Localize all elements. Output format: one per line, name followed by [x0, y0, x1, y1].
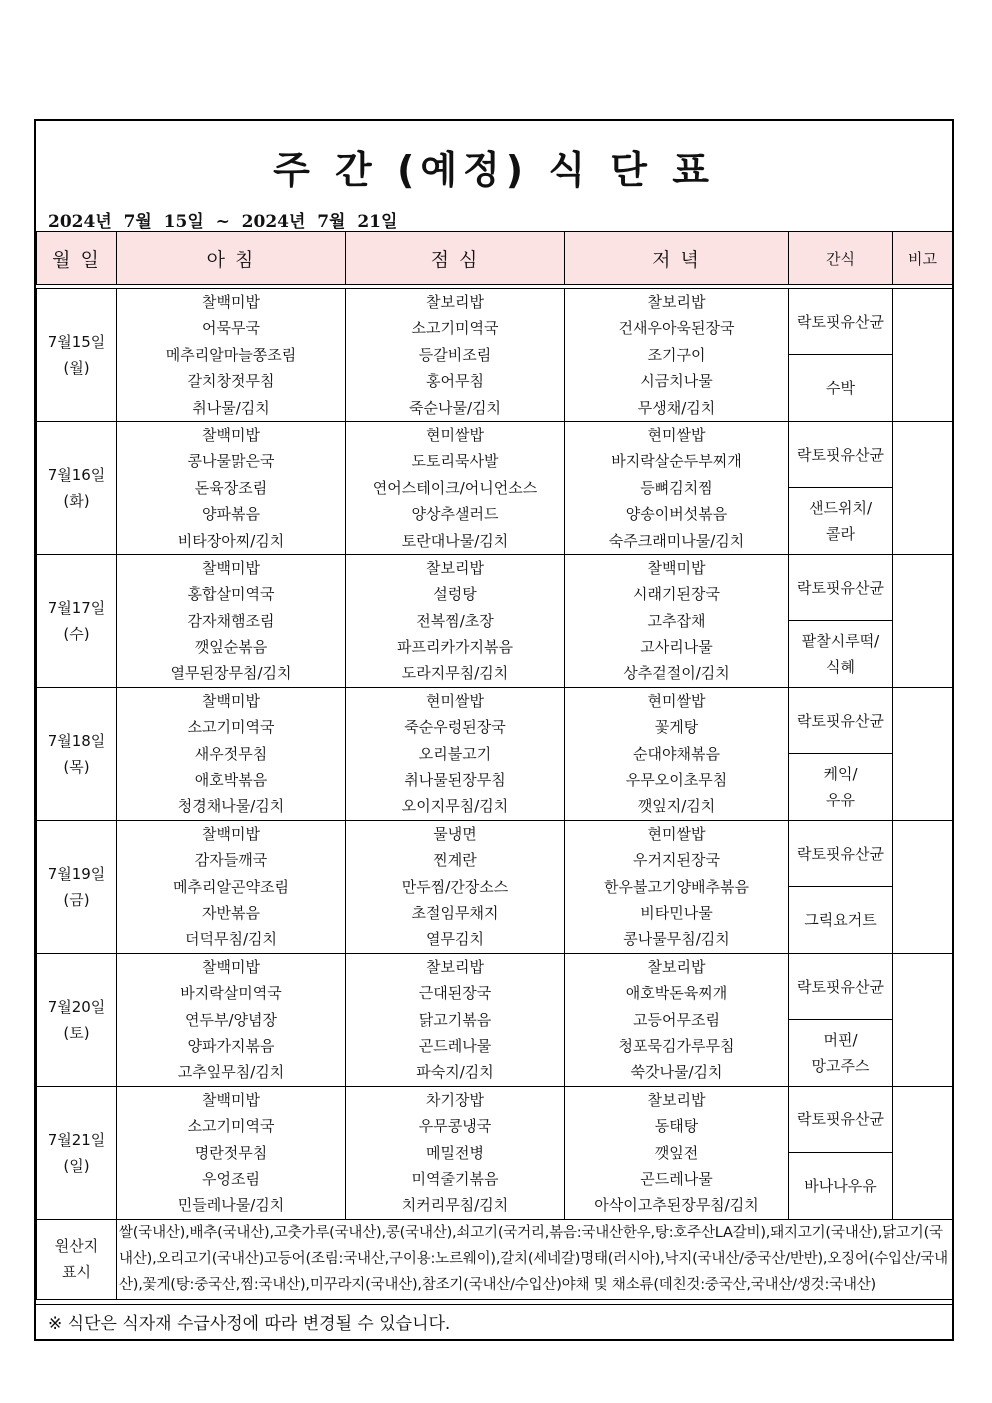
breakfast-item: 양파가지볶음	[187, 1036, 275, 1055]
header-breakfast: 아 침	[117, 232, 346, 285]
day-date: 7월16일	[47, 465, 106, 484]
lunch-cell	[346, 953, 565, 1086]
weekly-menu-table	[36, 231, 953, 1300]
lunch-item: 등갈비조림	[418, 345, 492, 364]
dinner-item: 한우불고기양배추볶음	[604, 877, 749, 896]
day-date: 7월20일	[47, 997, 106, 1016]
dinner-cell	[565, 421, 789, 554]
day-row	[37, 554, 953, 620]
breakfast-item: 찰백미밥	[202, 691, 260, 710]
lunch-item: 설렁탕	[433, 585, 477, 604]
note-cell	[893, 687, 953, 820]
snack-cell: 락토핏유산균	[789, 289, 893, 355]
lunch-cell	[346, 289, 565, 422]
day-weekday: (목)	[63, 757, 90, 776]
lunch-item: 근대된장국	[418, 984, 492, 1003]
breakfast-item: 새우젓무침	[194, 744, 268, 763]
note-cell	[893, 289, 953, 422]
dinner-item: 깻잎지/김치	[637, 797, 716, 816]
dinner-item: 등뼈김치찜	[640, 478, 713, 497]
dinner-item: 고사리나물	[640, 638, 713, 657]
dinner-item: 찰백미밥	[647, 558, 706, 577]
breakfast-item: 자반볶음	[202, 903, 260, 922]
lunch-item: 찰보리밥	[426, 558, 484, 577]
breakfast-item: 양파볶음	[202, 505, 260, 524]
dinner-item: 현미쌀밥	[647, 691, 706, 710]
breakfast-item: 더덕무침/김치	[185, 930, 277, 949]
day-cell	[37, 1086, 117, 1219]
dinner-item: 우거지된장국	[633, 851, 720, 870]
notice-text: ※ 식단은 식자재 수급사정에 따라 변경될 수 있습니다.	[48, 1314, 451, 1334]
breakfast-cell	[117, 820, 346, 953]
dinner-item: 찰보리밥	[647, 957, 706, 976]
lunch-item: 현미쌀밥	[426, 425, 484, 444]
dinner-item: 애호박돈육찌개	[625, 984, 728, 1003]
day-row	[37, 1086, 953, 1152]
lunch-item: 곤드레나물	[418, 1036, 492, 1055]
dinner-item: 찰보리밥	[647, 293, 706, 311]
origin-label-text: 원산지 표시	[54, 1237, 99, 1282]
dinner-item: 동태탕	[654, 1117, 699, 1136]
breakfast-item: 우엉조림	[202, 1169, 260, 1188]
breakfast-item: 연두부/양념장	[185, 1010, 277, 1029]
breakfast-item: 메추리알곤약조림	[173, 877, 289, 896]
note-cell	[893, 421, 953, 554]
day-date: 7월15일	[47, 332, 106, 351]
breakfast-cell	[117, 953, 346, 1086]
dinner-item: 순대야채볶음	[633, 744, 720, 763]
note-cell	[893, 1086, 953, 1219]
breakfast-item: 메추리알마늘쫑조림	[165, 345, 297, 364]
lunch-cell	[346, 1086, 565, 1219]
dinner-cell	[565, 820, 789, 953]
breakfast-item: 감자들깨국	[194, 851, 268, 870]
snack-cell: 락토핏유산균	[789, 953, 893, 1019]
menu-period: 2024년 7월 15일 ~ 2024년 7월 21일	[48, 212, 398, 232]
origin-row	[37, 1219, 953, 1299]
breakfast-cell	[117, 289, 346, 422]
breakfast-cell	[117, 687, 346, 820]
lunch-item: 차기장밥	[426, 1090, 484, 1109]
lunch-item: 찰보리밥	[426, 957, 484, 976]
note-cell	[893, 554, 953, 687]
day-cell	[37, 820, 117, 953]
header-note: 비고	[893, 232, 953, 285]
breakfast-item: 콩나물맑은국	[187, 452, 275, 471]
day-weekday: (토)	[63, 1023, 90, 1042]
snack-cell: 락토핏유산균	[789, 687, 893, 753]
dinner-item: 우무오이초무침	[625, 771, 728, 790]
lunch-item: 메밀전병	[426, 1143, 484, 1162]
lunch-item: 취나물된장무침	[404, 771, 506, 790]
note-cell	[893, 820, 953, 953]
lunch-item: 죽순우렁된장국	[404, 718, 506, 737]
lunch-item: 토란대나물/김치	[401, 531, 509, 550]
lunch-item: 현미쌀밥	[426, 691, 484, 710]
lunch-item: 물냉면	[433, 824, 477, 843]
lunch-item: 양상추샐러드	[411, 505, 499, 524]
day-cell	[37, 687, 117, 820]
breakfast-item: 찰백미밥	[202, 1090, 260, 1109]
day-weekday: (금)	[63, 890, 90, 909]
dinner-item: 조기구이	[647, 345, 706, 364]
breakfast-item: 명란젓무침	[194, 1143, 268, 1162]
breakfast-item: 비타장아찌/김치	[177, 531, 285, 550]
day-weekday: (월)	[63, 358, 90, 377]
breakfast-cell	[117, 421, 346, 554]
breakfast-item: 바지락살미역국	[180, 984, 282, 1003]
breakfast-item: 찰백미밥	[202, 824, 260, 843]
dinner-item: 고추잡채	[647, 611, 706, 630]
day-date: 7월18일	[47, 731, 106, 750]
day-row	[37, 289, 953, 355]
dinner-item: 건새우아욱된장국	[618, 319, 735, 338]
breakfast-item: 깻잎순볶음	[194, 638, 268, 657]
dinner-item: 아삭이고추된장무침/김치	[594, 1196, 759, 1215]
lunch-item: 파프리카가지볶음	[397, 638, 513, 657]
day-date: 7월17일	[47, 598, 106, 617]
breakfast-item: 찰백미밥	[202, 957, 260, 976]
origin-label	[37, 1219, 117, 1299]
origin-text: 쌀(국내산),배추(국내산),고춧가루(국내산),콩(국내산),쇠고기(국거리,볶음:국내산한우,탕:호주산LA갈비),돼지고기(국내산),닭고기(국내산),오리고기(국내산)고등어(조림:국내산,구이용:노르웨이),갈치(세네갈)명태(러시아),낙지(국내산/중국산/반반),오징어(수입산/국내산),꽃게(탕:중국산,찜:국내산),미꾸라지(국내산),참조기(국내산/수입산)야채 및 채소류(데친것:중국산,국내산/생것:국내산)	[117, 1219, 953, 1299]
snack-cell: 그릭요거트	[789, 887, 893, 953]
day-date: 7월19일	[47, 864, 106, 883]
header-dinner: 저 녁	[565, 232, 789, 285]
breakfast-item: 애호박볶음	[194, 771, 268, 790]
breakfast-item: 어묵무국	[202, 319, 260, 338]
lunch-item: 찰보리밥	[426, 293, 484, 311]
snack-cell: 락토핏유산균	[789, 1086, 893, 1152]
breakfast-item: 홍합살미역국	[187, 585, 275, 604]
breakfast-item: 열무된장무침/김치	[170, 664, 292, 683]
dinner-item: 시금치나물	[640, 372, 713, 391]
breakfast-item: 청경채나물/김치	[177, 797, 285, 816]
dinner-item: 현미쌀밥	[647, 425, 706, 444]
lunch-item: 만두찜/간장소스	[401, 877, 509, 896]
breakfast-cell	[117, 1086, 346, 1219]
lunch-item: 우무콩냉국	[418, 1117, 492, 1136]
dinner-item: 콩나물무침/김치	[623, 930, 730, 949]
dinner-cell	[565, 953, 789, 1086]
day-row	[37, 421, 953, 487]
snack-cell: 케익/ 우유	[789, 754, 893, 820]
day-cell	[37, 953, 117, 1086]
header-snack: 간식	[789, 232, 893, 285]
breakfast-item: 고추잎무침/김치	[177, 1063, 285, 1082]
lunch-item: 열무김치	[426, 930, 484, 949]
day-date: 7월21일	[47, 1130, 106, 1149]
snack-cell: 락토핏유산균	[789, 421, 893, 487]
snack-cell: 팥찰시루떡/ 식혜	[789, 621, 893, 687]
header-lunch: 점 심	[346, 232, 565, 285]
header-row	[37, 232, 953, 285]
day-row	[37, 953, 953, 1019]
lunch-item: 찐계란	[433, 851, 477, 870]
day-cell	[37, 289, 117, 422]
day-row	[37, 687, 953, 753]
breakfast-item: 돈육장조림	[194, 478, 268, 497]
lunch-item: 치커리무침/김치	[401, 1196, 509, 1215]
menu-body	[37, 285, 953, 1220]
dinner-item: 곤드레나물	[640, 1169, 713, 1188]
dinner-item: 고등어무조림	[633, 1010, 720, 1029]
header-day: 월 일	[37, 232, 117, 285]
lunch-item: 오리불고기	[418, 744, 492, 763]
snack-cell: 수박	[789, 355, 893, 421]
lunch-item: 전복찜/초장	[416, 611, 494, 630]
breakfast-cell	[117, 554, 346, 687]
lunch-cell	[346, 687, 565, 820]
lunch-item: 오이지무침/김치	[401, 797, 509, 816]
lunch-item: 초절임무채지	[411, 903, 499, 922]
dinner-cell	[565, 687, 789, 820]
snack-cell: 바나나우유	[789, 1153, 893, 1219]
breakfast-item: 감자채햄조림	[187, 611, 275, 630]
dinner-item: 숙주크래미나물/김치	[608, 531, 745, 550]
lunch-cell	[346, 554, 565, 687]
day-row	[37, 820, 953, 886]
lunch-item: 도라지무침/김치	[401, 664, 509, 683]
breakfast-item: 갈치창젓무침	[187, 372, 275, 391]
menu-sheet	[34, 119, 954, 1341]
dinner-item: 꽃게탕	[654, 718, 699, 737]
day-weekday: (수)	[63, 624, 90, 643]
lunch-item: 닭고기볶음	[418, 1010, 492, 1029]
dinner-item: 깻잎전	[654, 1143, 699, 1162]
breakfast-item: 찰백미밥	[202, 293, 260, 311]
dinner-cell	[565, 1086, 789, 1219]
day-weekday: (화)	[63, 491, 90, 510]
lunch-cell	[346, 421, 565, 554]
lunch-item: 죽순나물/김치	[409, 398, 501, 417]
dinner-item: 찰보리밥	[647, 1090, 706, 1109]
snack-cell: 샌드위치/ 콜라	[789, 488, 893, 554]
dinner-item: 쑥갓나물/김치	[630, 1063, 723, 1082]
breakfast-item: 소고기미역국	[187, 718, 275, 737]
breakfast-item: 찰백미밥	[202, 558, 260, 577]
lunch-item: 소고기미역국	[411, 319, 499, 338]
lunch-item: 도토리묵사발	[411, 452, 499, 471]
dinner-item: 상추겉절이/김치	[623, 664, 730, 683]
day-weekday: (일)	[63, 1156, 90, 1175]
breakfast-item: 찰백미밥	[202, 425, 260, 444]
note-cell	[893, 953, 953, 1086]
day-cell	[37, 421, 117, 554]
lunch-item: 연어스테이크/어니언소스	[372, 478, 538, 497]
dinner-item: 청포묵김가루무침	[618, 1036, 735, 1055]
snack-cell: 락토핏유산균	[789, 554, 893, 620]
lunch-cell	[346, 820, 565, 953]
dinner-item: 무생채/김치	[637, 398, 716, 417]
dinner-item: 바지락살순두부찌개	[611, 452, 742, 471]
page-title: 주 간 (예정) 식 단 표	[273, 148, 715, 192]
snack-cell: 락토핏유산균	[789, 820, 893, 886]
snack-cell: 머핀/ 망고주스	[789, 1020, 893, 1086]
dinner-item: 양송이버섯볶음	[625, 505, 728, 524]
dinner-cell	[565, 554, 789, 687]
breakfast-item: 민들레나물/김치	[177, 1196, 285, 1215]
dinner-item: 시래기된장국	[633, 585, 720, 604]
lunch-item: 미역줄기볶음	[411, 1169, 499, 1188]
dinner-cell	[565, 289, 789, 422]
lunch-item: 홍어무침	[426, 372, 484, 391]
breakfast-item: 취나물/김치	[192, 398, 270, 417]
notice-divider	[36, 1304, 952, 1305]
day-cell	[37, 554, 117, 687]
dinner-item: 비타민나물	[640, 903, 713, 922]
dinner-item: 현미쌀밥	[647, 824, 706, 843]
breakfast-item: 소고기미역국	[187, 1117, 275, 1136]
lunch-item: 파숙지/김치	[416, 1063, 494, 1082]
